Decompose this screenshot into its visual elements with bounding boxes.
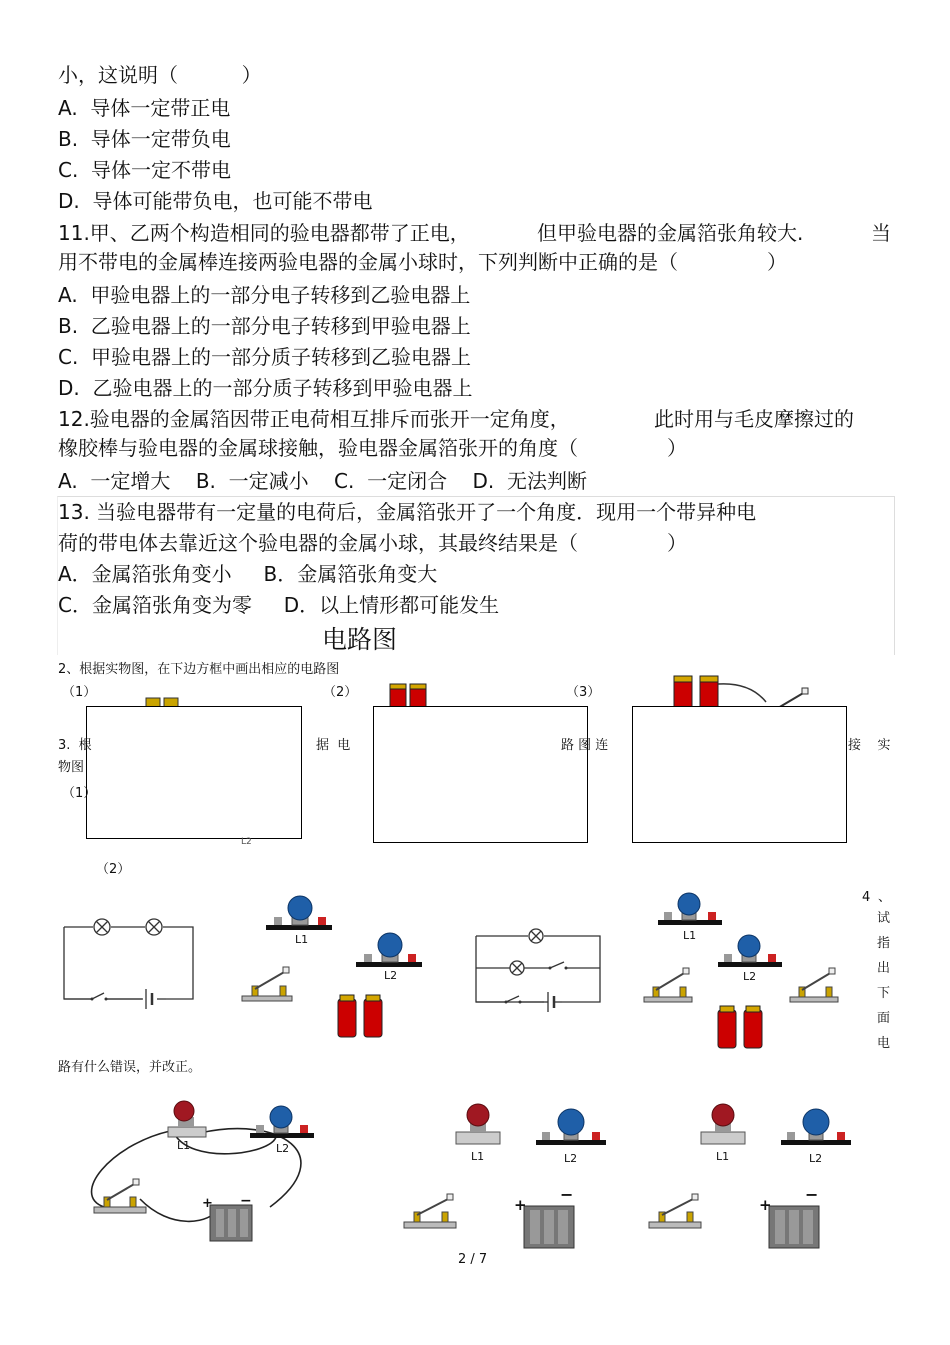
q3-text-d: 接 实 (848, 738, 891, 753)
knife-switch-icon (649, 1194, 701, 1228)
q2-label-3: （3） (566, 685, 601, 700)
page-number: 2 / 7 (458, 1252, 488, 1267)
positive-terminal-label: + (514, 1196, 527, 1214)
q12-stem-line2: 橡胶棒与验电器的金属球接触，验电器金属箔张开的角度（ ） (58, 436, 688, 460)
lamp-l2-icon (250, 1106, 314, 1155)
series-circuit-diagram (60, 915, 200, 1010)
lamp-l2-icon (718, 935, 782, 983)
battery-pair-and-switch-icon (670, 672, 820, 710)
q12-stem-part1: 12.验电器的金属箔因带正电荷相互排斥而张开一定角度， (58, 407, 570, 431)
q3-text-c: 路 图 连 (561, 738, 609, 753)
answer-box-3[interactable] (632, 706, 847, 843)
faulty-circuit-picture (80, 1095, 370, 1250)
q12-options: A. 一定增大 B. 一定减小 C. 一定闭合 D. 无法判断 (58, 469, 587, 493)
battery-pair-icon (718, 1006, 762, 1048)
positive-terminal-label: + (759, 1196, 772, 1214)
q3-sub-1: （1） (62, 786, 97, 801)
q4-vertical-2: 试 (877, 911, 891, 926)
q13-options-row2: C．金属箔张角变为零 D．以上情形都可能发生 (58, 593, 500, 617)
lamp-l1-icon (168, 1101, 206, 1152)
q10-stem: 小，这说明（ ） (58, 63, 262, 87)
q4-vertical-7: 电 (877, 1036, 891, 1051)
answer-box-2[interactable] (373, 706, 588, 843)
lamp-l2-icon (356, 933, 422, 982)
lamp-l2-label: L2 (384, 969, 398, 982)
components-set-3 (400, 1100, 615, 1250)
q4-vertical-6: 面 (877, 1011, 891, 1026)
q11-stem-part3: 当 (871, 221, 891, 245)
q11-stem-line2: 用不带电的金属棒连接两验电器的金属小球时，下列判断中正确的是（ ） (58, 250, 788, 274)
q4-vertical-1: 、 (878, 890, 892, 905)
components-set-4 (645, 1100, 860, 1250)
q3-text-a: 3. 根 (58, 738, 92, 753)
battery-box-icon (202, 1193, 252, 1241)
q4-vertical-3: 指 (877, 936, 891, 951)
hidden-l2-label: L2 (241, 837, 252, 847)
q11-option-c: C. 甲验电器上的一部分质子转移到乙验电器上 (58, 345, 472, 369)
battery-pair-icon (338, 995, 382, 1037)
lamp-l1-icon (658, 893, 722, 942)
q10-option-b: B. 导体一定带负电 (58, 127, 231, 151)
q11-stem-part1: 11.甲、乙两个构造相同的验电器都带了正电， (58, 221, 470, 245)
negative-terminal-label: − (805, 1185, 819, 1204)
q3-text-b: 据 电 (316, 738, 351, 753)
parallel-circuit-diagram (470, 922, 605, 1012)
battery-box-icon (759, 1185, 819, 1248)
q2-label-1: （1） (62, 685, 97, 700)
q11-option-a: A. 甲验电器上的一部分电子转移到乙验电器上 (58, 283, 471, 307)
q4-vertical-4: 出 (877, 961, 891, 976)
q13-options-row1: A．金属箔张角变小 B．金属箔张角变大 (58, 562, 438, 586)
knife-switch-icon (644, 968, 692, 1002)
q2-instruction: 2、根据实物图，在下边方框中画出相应的电路图 (58, 662, 340, 677)
q11-stem-part2: 但甲验电器的金属箔张角较大. (537, 221, 804, 245)
lamp-l1-icon (701, 1104, 745, 1163)
lamp-l2-label: L2 (564, 1152, 578, 1165)
q4-text-tail: 路有什么错误，并改正。 (58, 1060, 202, 1075)
q10-option-a: A. 导体一定带正电 (58, 96, 231, 120)
lamp-l2-label: L2 (743, 970, 757, 983)
lamp-l1-label: L1 (177, 1139, 191, 1152)
q2-label-2: （2） (323, 685, 358, 700)
lamp-l2-label: L2 (276, 1142, 290, 1155)
q12-stem-part2: 此时用与毛皮摩擦过的 (654, 407, 854, 431)
answer-box-1[interactable] (86, 706, 302, 839)
negative-terminal-label: − (240, 1193, 252, 1209)
q10-option-d: D. 导体可能带负电，也可能不带电 (58, 189, 373, 213)
knife-switch-icon (94, 1179, 146, 1213)
q3-sub-2: （2） (96, 862, 131, 877)
q4-vertical-5: 下 (877, 986, 891, 1001)
q13-stem-line2: 荷的带电体去靠近这个验电器的金属小球，其最终结果是（ ） (58, 531, 688, 555)
positive-terminal-label: + (202, 1196, 213, 1211)
lamp-l1-icon (266, 896, 332, 946)
lamp-l1-label: L1 (295, 933, 309, 946)
negative-terminal-label: − (560, 1185, 574, 1204)
q13-stem-line1: 13. 当验电器带有一定量的电荷后，金属箔张开了一个角度．现用一个带异种电 (58, 500, 757, 524)
lamp-l1-icon (456, 1104, 500, 1163)
battery-box-icon (514, 1185, 574, 1248)
knife-switch-icon (242, 967, 292, 1001)
q11-option-b: B. 乙验电器上的一部分电子转移到甲验电器上 (58, 314, 471, 338)
lamp-l1-label: L1 (716, 1150, 730, 1163)
knife-switch-icon (404, 1194, 456, 1228)
components-set-1 (240, 893, 440, 1043)
section-title: 电路图 (322, 625, 398, 654)
lamp-l2-label: L2 (809, 1152, 823, 1165)
lamp-l1-label: L1 (471, 1150, 485, 1163)
lamp-l1-label: L1 (683, 929, 697, 942)
q3-text-e: 物图 (58, 760, 85, 775)
q10-option-c: C. 导体一定不带电 (58, 158, 232, 182)
lamp-l2-icon (536, 1109, 606, 1165)
q4-vertical-0: 4 (862, 890, 871, 905)
components-set-2 (640, 893, 855, 1053)
lamp-l2-icon (781, 1109, 851, 1165)
q11-option-d: D. 乙验电器上的一部分质子转移到甲验电器上 (58, 376, 473, 400)
knife-switch-icon (790, 968, 838, 1002)
